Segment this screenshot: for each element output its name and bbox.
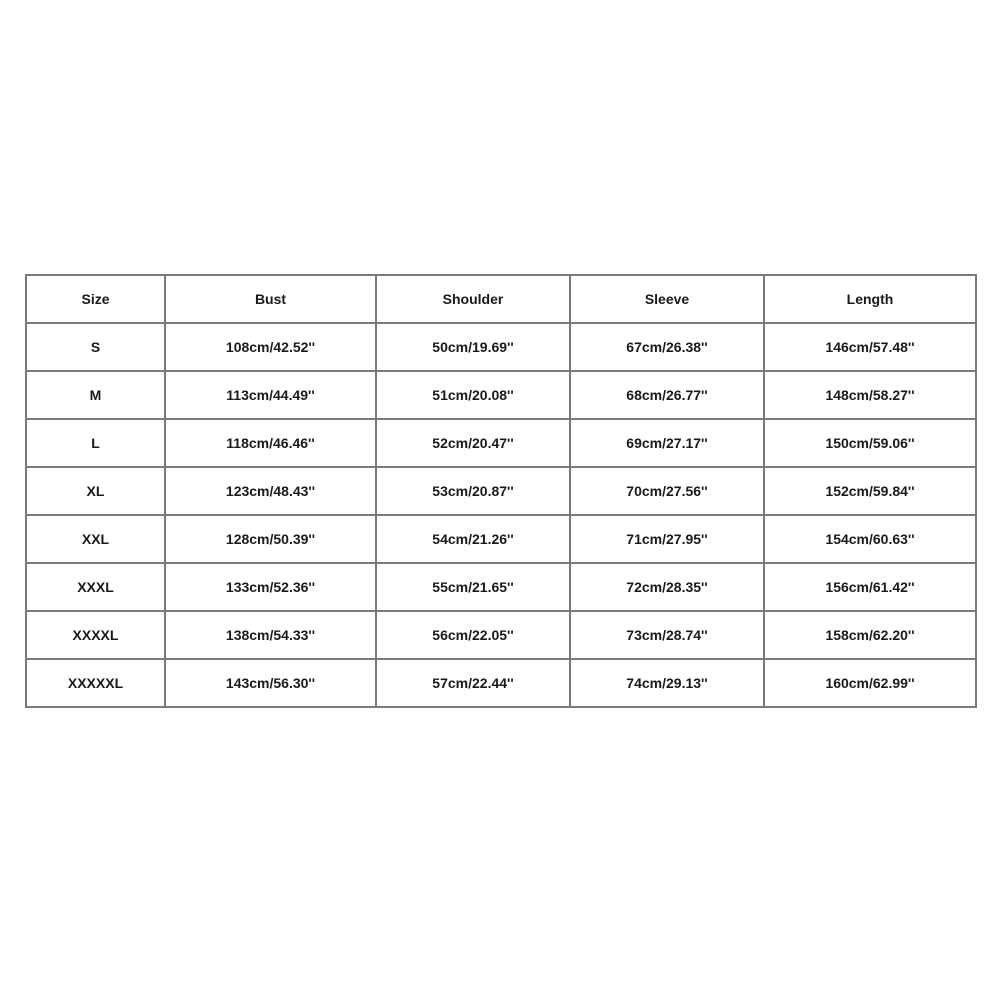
shoulder-cell: 52cm/20.47'' — [376, 419, 570, 467]
size-chart-header — [26, 275, 976, 323]
shoulder-cell: 56cm/22.05'' — [376, 611, 570, 659]
size-cell: L — [26, 419, 165, 467]
table-row — [26, 419, 976, 467]
sleeve-cell: 68cm/26.77'' — [570, 371, 764, 419]
length-cell: 148cm/58.27'' — [764, 371, 976, 419]
size-cell: XXL — [26, 515, 165, 563]
bust-cell: 113cm/44.49'' — [165, 371, 376, 419]
header-row — [26, 275, 976, 323]
table-row — [26, 611, 976, 659]
table-row — [26, 371, 976, 419]
size-chart-table — [25, 274, 977, 708]
table-row — [26, 659, 976, 707]
size-cell: XXXXL — [26, 611, 165, 659]
sleeve-cell: 70cm/27.56'' — [570, 467, 764, 515]
length-cell: 154cm/60.63'' — [764, 515, 976, 563]
bust-cell: 108cm/42.52'' — [165, 323, 376, 371]
bust-cell: 128cm/50.39'' — [165, 515, 376, 563]
shoulder-cell: 51cm/20.08'' — [376, 371, 570, 419]
bust-cell: 133cm/52.36'' — [165, 563, 376, 611]
table-row — [26, 467, 976, 515]
shoulder-cell: 57cm/22.44'' — [376, 659, 570, 707]
header-sleeve: Sleeve — [570, 275, 764, 323]
header-length: Length — [764, 275, 976, 323]
size-cell: XXXXXL — [26, 659, 165, 707]
length-cell: 146cm/57.48'' — [764, 323, 976, 371]
table-row — [26, 563, 976, 611]
bust-cell: 118cm/46.46'' — [165, 419, 376, 467]
length-cell: 158cm/62.20'' — [764, 611, 976, 659]
header-size: Size — [26, 275, 165, 323]
length-cell: 152cm/59.84'' — [764, 467, 976, 515]
table-row — [26, 515, 976, 563]
size-cell: S — [26, 323, 165, 371]
header-shoulder: Shoulder — [376, 275, 570, 323]
sleeve-cell: 73cm/28.74'' — [570, 611, 764, 659]
header-bust: Bust — [165, 275, 376, 323]
bust-cell: 138cm/54.33'' — [165, 611, 376, 659]
shoulder-cell: 55cm/21.65'' — [376, 563, 570, 611]
sleeve-cell: 74cm/29.13'' — [570, 659, 764, 707]
size-cell: XXXL — [26, 563, 165, 611]
bust-cell: 123cm/48.43'' — [165, 467, 376, 515]
size-cell: XL — [26, 467, 165, 515]
shoulder-cell: 54cm/21.26'' — [376, 515, 570, 563]
table-row — [26, 323, 976, 371]
size-cell: M — [26, 371, 165, 419]
sleeve-cell: 72cm/28.35'' — [570, 563, 764, 611]
shoulder-cell: 50cm/19.69'' — [376, 323, 570, 371]
length-cell: 160cm/62.99'' — [764, 659, 976, 707]
size-chart-body — [26, 323, 976, 707]
bust-cell: 143cm/56.30'' — [165, 659, 376, 707]
sleeve-cell: 69cm/27.17'' — [570, 419, 764, 467]
sleeve-cell: 71cm/27.95'' — [570, 515, 764, 563]
shoulder-cell: 53cm/20.87'' — [376, 467, 570, 515]
sleeve-cell: 67cm/26.38'' — [570, 323, 764, 371]
length-cell: 150cm/59.06'' — [764, 419, 976, 467]
length-cell: 156cm/61.42'' — [764, 563, 976, 611]
